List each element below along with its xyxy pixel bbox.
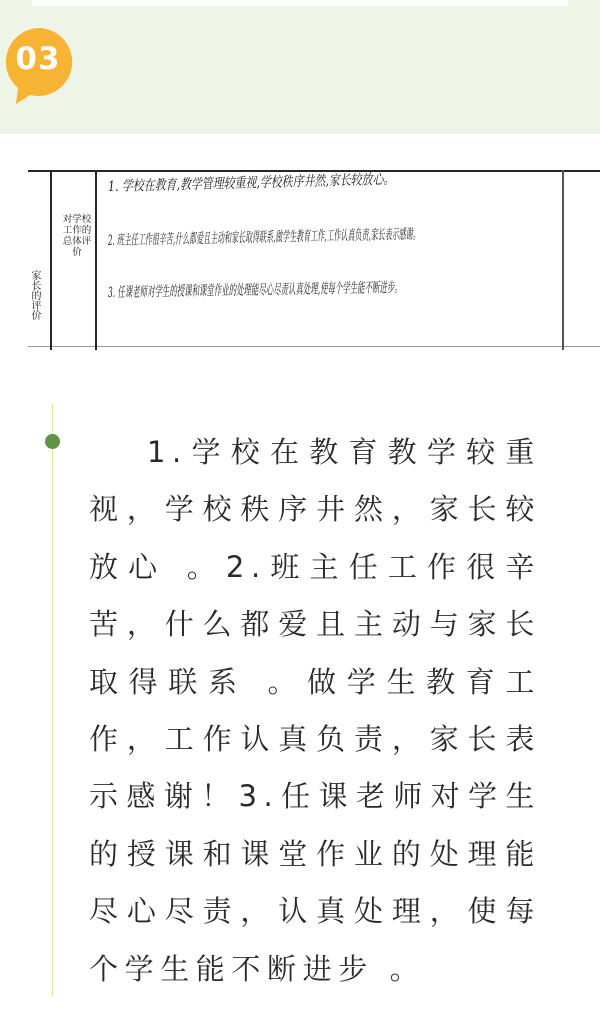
scanned-evaluation-form — [28, 162, 600, 350]
row-header-parent-evaluation: 家长的评价 — [29, 270, 40, 320]
section-header-band — [0, 0, 600, 134]
bullet-dot — [45, 434, 60, 449]
handwriting-line-1: 1. 学校在教育,教学管理较重视,学校秩序井然,家长较放心。 — [107, 171, 395, 195]
header-top-strip — [32, 0, 568, 6]
handwriting-line-2: 2. 班主任工作很辛苦,什么都爱且主动和家长取得联系,做学生教育工作,工作认真负责,家长表示感谢。 — [107, 226, 420, 249]
evaluation-paragraph: 1.学校在教育教学较重视，学校秩序井然，家长较放心 。2.班主任工作很辛苦，什么都爱且主动与家长取得联系 。做学生教育工作，工作认真负责，家长表示感谢！3.任课老师对学生的授课和课堂作业的处理能尽心尽责，认真处理，使每个学生能不断进步 。 — [89, 435, 541, 986]
form-col-divider-1 — [50, 170, 52, 350]
handwriting-line-3: 3. 任课老师对学生的授课和课堂作业的处理能尽心尽责认真处理,使每个学生能不断进步。 — [107, 279, 402, 301]
form-bottom-border — [28, 346, 600, 347]
column-header-overall-evaluation: 对学校工作的总体评价 — [62, 214, 92, 258]
content-left-rule — [52, 404, 53, 996]
section-number: 03 — [15, 41, 61, 77]
form-col-divider-3 — [562, 170, 564, 350]
section-number-badge — [2, 26, 78, 102]
form-col-divider-2 — [95, 170, 97, 350]
